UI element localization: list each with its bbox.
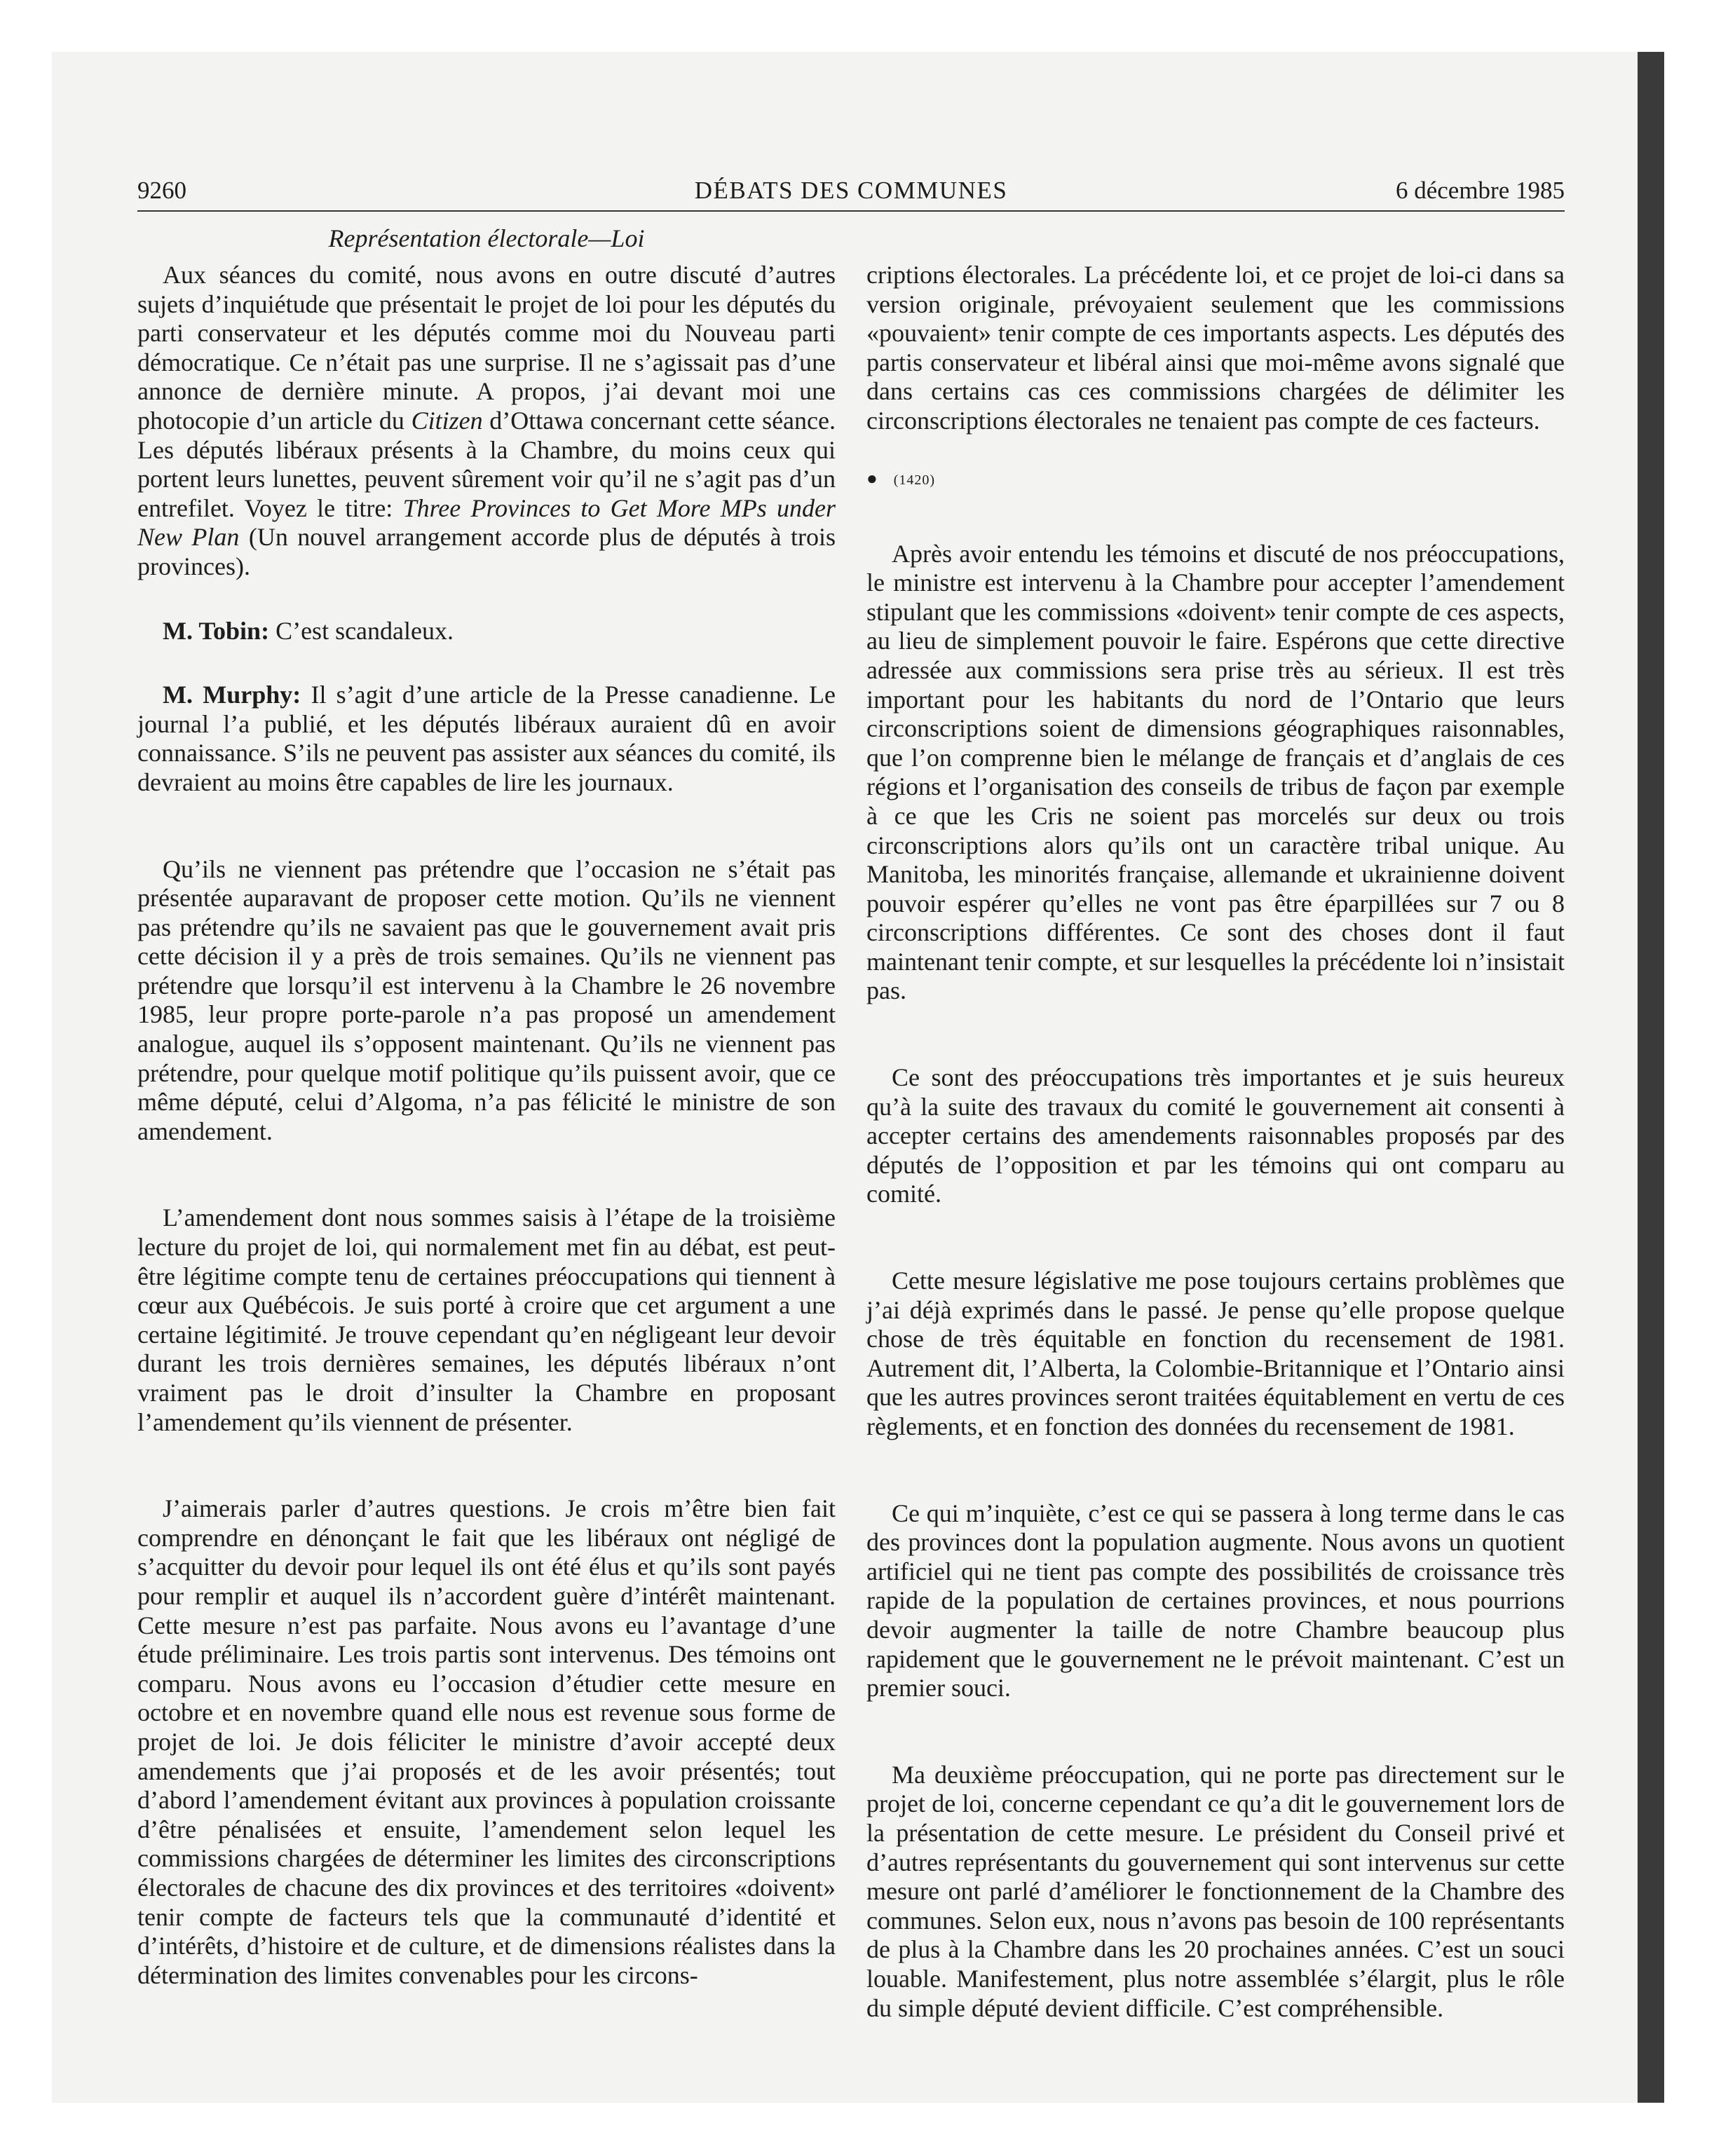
time-marker: [866, 464, 1565, 493]
header-date: 6 décembre 1985: [1395, 177, 1565, 204]
article-headline: Three Provinces to Get More MPs under New Plan: [137, 493, 836, 552]
scan-edge-bar: [1638, 52, 1664, 2103]
running-title: Représentation électorale—Loi: [328, 224, 645, 252]
speaker-paragraph: [137, 681, 836, 797]
speech-text: Il s’agit d’une article de la Presse canadienne. Le journal l’a publié, et les députés libéraux auraient dû en avoir connaissance. S’ils ne peuvent pas assister aux séances du comité, ils devraient au moins être capables de lire les journaux.: [137, 681, 836, 796]
paragraph: J’aimerais parler d’autres questions. Je crois m’être bien fait comprendre en dénonçant le fait que les libéraux ont négligé de s’acquitter du devoir pour lequel ils ont été élus et qu’ils sont payés pour remplir et auquel ils n’accordent guère d’intérêt maintenant. Cette mesure n’est pas parfaite. Nous avons eu l’avantage d’une étude préliminaire. Les trois partis sont intervenus. Des témoins ont comparu. Nous avons eu l’occasion d’étudier cette mesure en octobre et en novembre quand elle nous est revenue sous forme de projet de loi. Je dois féliciter le ministre d’avoir accepté deux amendements que j’ai proposés et de les avoir présentés; tout d’abord l’amendement évitant aux provinces à population croissante d’être pénalisées et ensuite, l’amendement selon lequel les commissions chargées de déterminer les limites des circonscriptions électorales de chacune des dix provinces et des territoires «doivent» tenir compte de facteurs tels que la communauté d’identité et d’intérêts, d’histoire et de culture, et de dimensions réalistes dans la détermination des limites convenables pour les circons-: [137, 1494, 836, 1989]
newspaper-name: Citizen: [411, 406, 483, 435]
speaker-paragraph: [137, 617, 836, 646]
paragraph: Qu’ils ne viennent pas prétendre que l’occasion ne s’était pas présentée auparavant de proposer cette motion. Qu’ils ne viennent pas prétendre qu’ils ne savaient pas que le gouvernement avait pris cette décision il y a près de trois semaines. Qu’ils ne viennent pas prétendre que lorsqu’il est intervenu à la Chambre le 26 novembre 1985, leur propre porte-parole n’a pas proposé un amendement analogue, auquel ils s’opposent maintenant. Qu’ils ne viennent pas prétendre, pour quelque motif politique qu’ils puissent avoir, que ce même député, celui d’Algoma, n’a pas félicité le ministre de son amendement.: [137, 854, 836, 1145]
speaker-name: M. Tobin:: [163, 616, 270, 645]
paragraph: Cette mesure législative me pose toujours certains problèmes que j’ai déjà exprimés dans le passé. Je pense qu’elle propose quelque chose de très équitable en fonction du recensement de 1981. Autrement dit, l’Alberta, la Colombie-Britannique et l’Ontario ainsi que les autres provinces seront traitées équitablement en vertu de ces règlements, et en fonction des données du recensement de 1981.: [866, 1267, 1565, 1440]
paragraph-text: Aux séances du comité, nous avons en outre discuté d’autres sujets d’inquiétude que présentait le projet de loi pour les députés du parti conservateur et les députés comme moi du Nouveau parti démocratique. Ce n’était pas une surprise. Il ne s’agissait pas d’une annonce de dernière minute. A propos, j’ai devant moi une photocopie d’un article du: [137, 261, 836, 435]
paragraph: L’amendement dont nous sommes saisis à l’étape de la troisième lecture du projet de loi, qui normalement met fin au débat, est peut-être légitime compte tenu de certaines préoccupations qui tiennent à cœur aux Québécois. Je suis porté à croire que cet argument a une certaine légitimité. Je trouve cependant qu’en négligeant leur devoir durant les trois dernières semaines, les députés libéraux n’ont vraiment pas le droit d’insulter la Chambre en proposant l’amendement qu’ils viennent de présenter.: [137, 1203, 836, 1436]
paragraph: [137, 261, 836, 582]
paragraph: Ma deuxième préoccupation, qui ne porte pas directement sur le projet de loi, concerne cependant ce qu’a dit le gouvernement lors de la présentation de cette mesure. Le président du Conseil privé et d’autres représentants du gouvernement qui sont intervenus sur cette mesure ont parlé d’améliorer le fonctionnement de la Chambre des communes. Selon eux, nous n’avons pas besoin de 100 représentants de plus à la Chambre dans les 20 prochaines années. C’est un souci louable. Manifestement, plus notre assemblée s’élargit, plus le rôle du simple député devient difficile. C’est compréhensible.: [866, 1760, 1565, 2022]
right-column: [866, 261, 1565, 2023]
left-column: [137, 261, 836, 1990]
journal-title: DÉBATS DES COMMUNES: [694, 177, 1008, 204]
paragraph: Après avoir entendu les témoins et discuté de nos préoccupations, le ministre est intervenu à la Chambre pour accepter l’amendement stipulant que les commissions «doivent» tenir compte de ces aspects, au lieu de simplement pouvoir le faire. Espérons que cette directive adressée aux commissions sera prise très au sérieux. Il est très important pour les habitants du nord de l’Ontario que leurs circonscriptions soient de dimensions géographiques raisonnables, que l’on comprenne bien le mélange de français et d’anglais de ces régions et l’organisation des conseils de tribus de façon par exemple à ce que les Cris ne soient pas morcelés sur deux ou trois circonscriptions alors qu’ils ont un caractère tribal unique. Au Manitoba, les minorités française, allemande et ukrainienne doivent pouvoir espérer qu’elles ne vont pas être éparpillées sur 7 ou 8 circonscriptions différentes. Ce sont des choses dont il faut maintenant tenir compte, et sur lesquelles la précédente loi n’insistait pas.: [866, 539, 1565, 1005]
speech-text: C’est scandaleux.: [269, 616, 454, 645]
paragraph: criptions électorales. La précédente loi, et ce projet de loi-ci dans sa version originale, prévoyaient seulement que les commissions «pouvaient» tenir compte de ces importants aspects. Les députés des partis conservateur et libéral ainsi que moi-même avons signalé que dans certains cas ces commissions chargées de délimiter les circonscriptions électorales ne tenaient pas compte de ces facteurs.: [866, 261, 1565, 435]
paragraph: Ce qui m’inquiète, c’est ce qui se passera à long terme dans le cas des provinces dont la population augmente. Nous avons un quotient artificiel qui ne tient pas compte des possibilités de croissance très rapide de la population de certaines provinces, et nous pourrions devoir augmenter la taille de notre Chambre beaucoup plus rapidement que le gouvernement ne le prévoit maintenant. C’est un premier souci.: [866, 1499, 1565, 1703]
time-marker-label: (1420): [893, 472, 936, 488]
page-header: [137, 174, 1565, 212]
paragraph-text: d’Ottawa concernant cette séance. Les députés libéraux présents à la Chambre, du moins ceux qui portent leurs lunettes, peuvent sûrement voir qu’il ne s’agit pas d’un entrefilet. Voyez le titre:: [137, 406, 836, 522]
page-number: 9260: [137, 177, 186, 204]
paragraph-text: (Un nouvel arrangement accorde plus de députés à trois provinces).: [137, 523, 836, 580]
paragraph: Ce sont des préoccupations très importantes et je suis heureux qu’à la suite des travaux du comité le gouvernement ait consenti à accepter certains des amendements raisonnables proposés par des députés de l’opposition et par les témoins qui ont comparu au comité.: [866, 1063, 1565, 1208]
bullet-icon: ●: [866, 468, 878, 489]
speaker-name: M. Murphy:: [163, 681, 301, 709]
